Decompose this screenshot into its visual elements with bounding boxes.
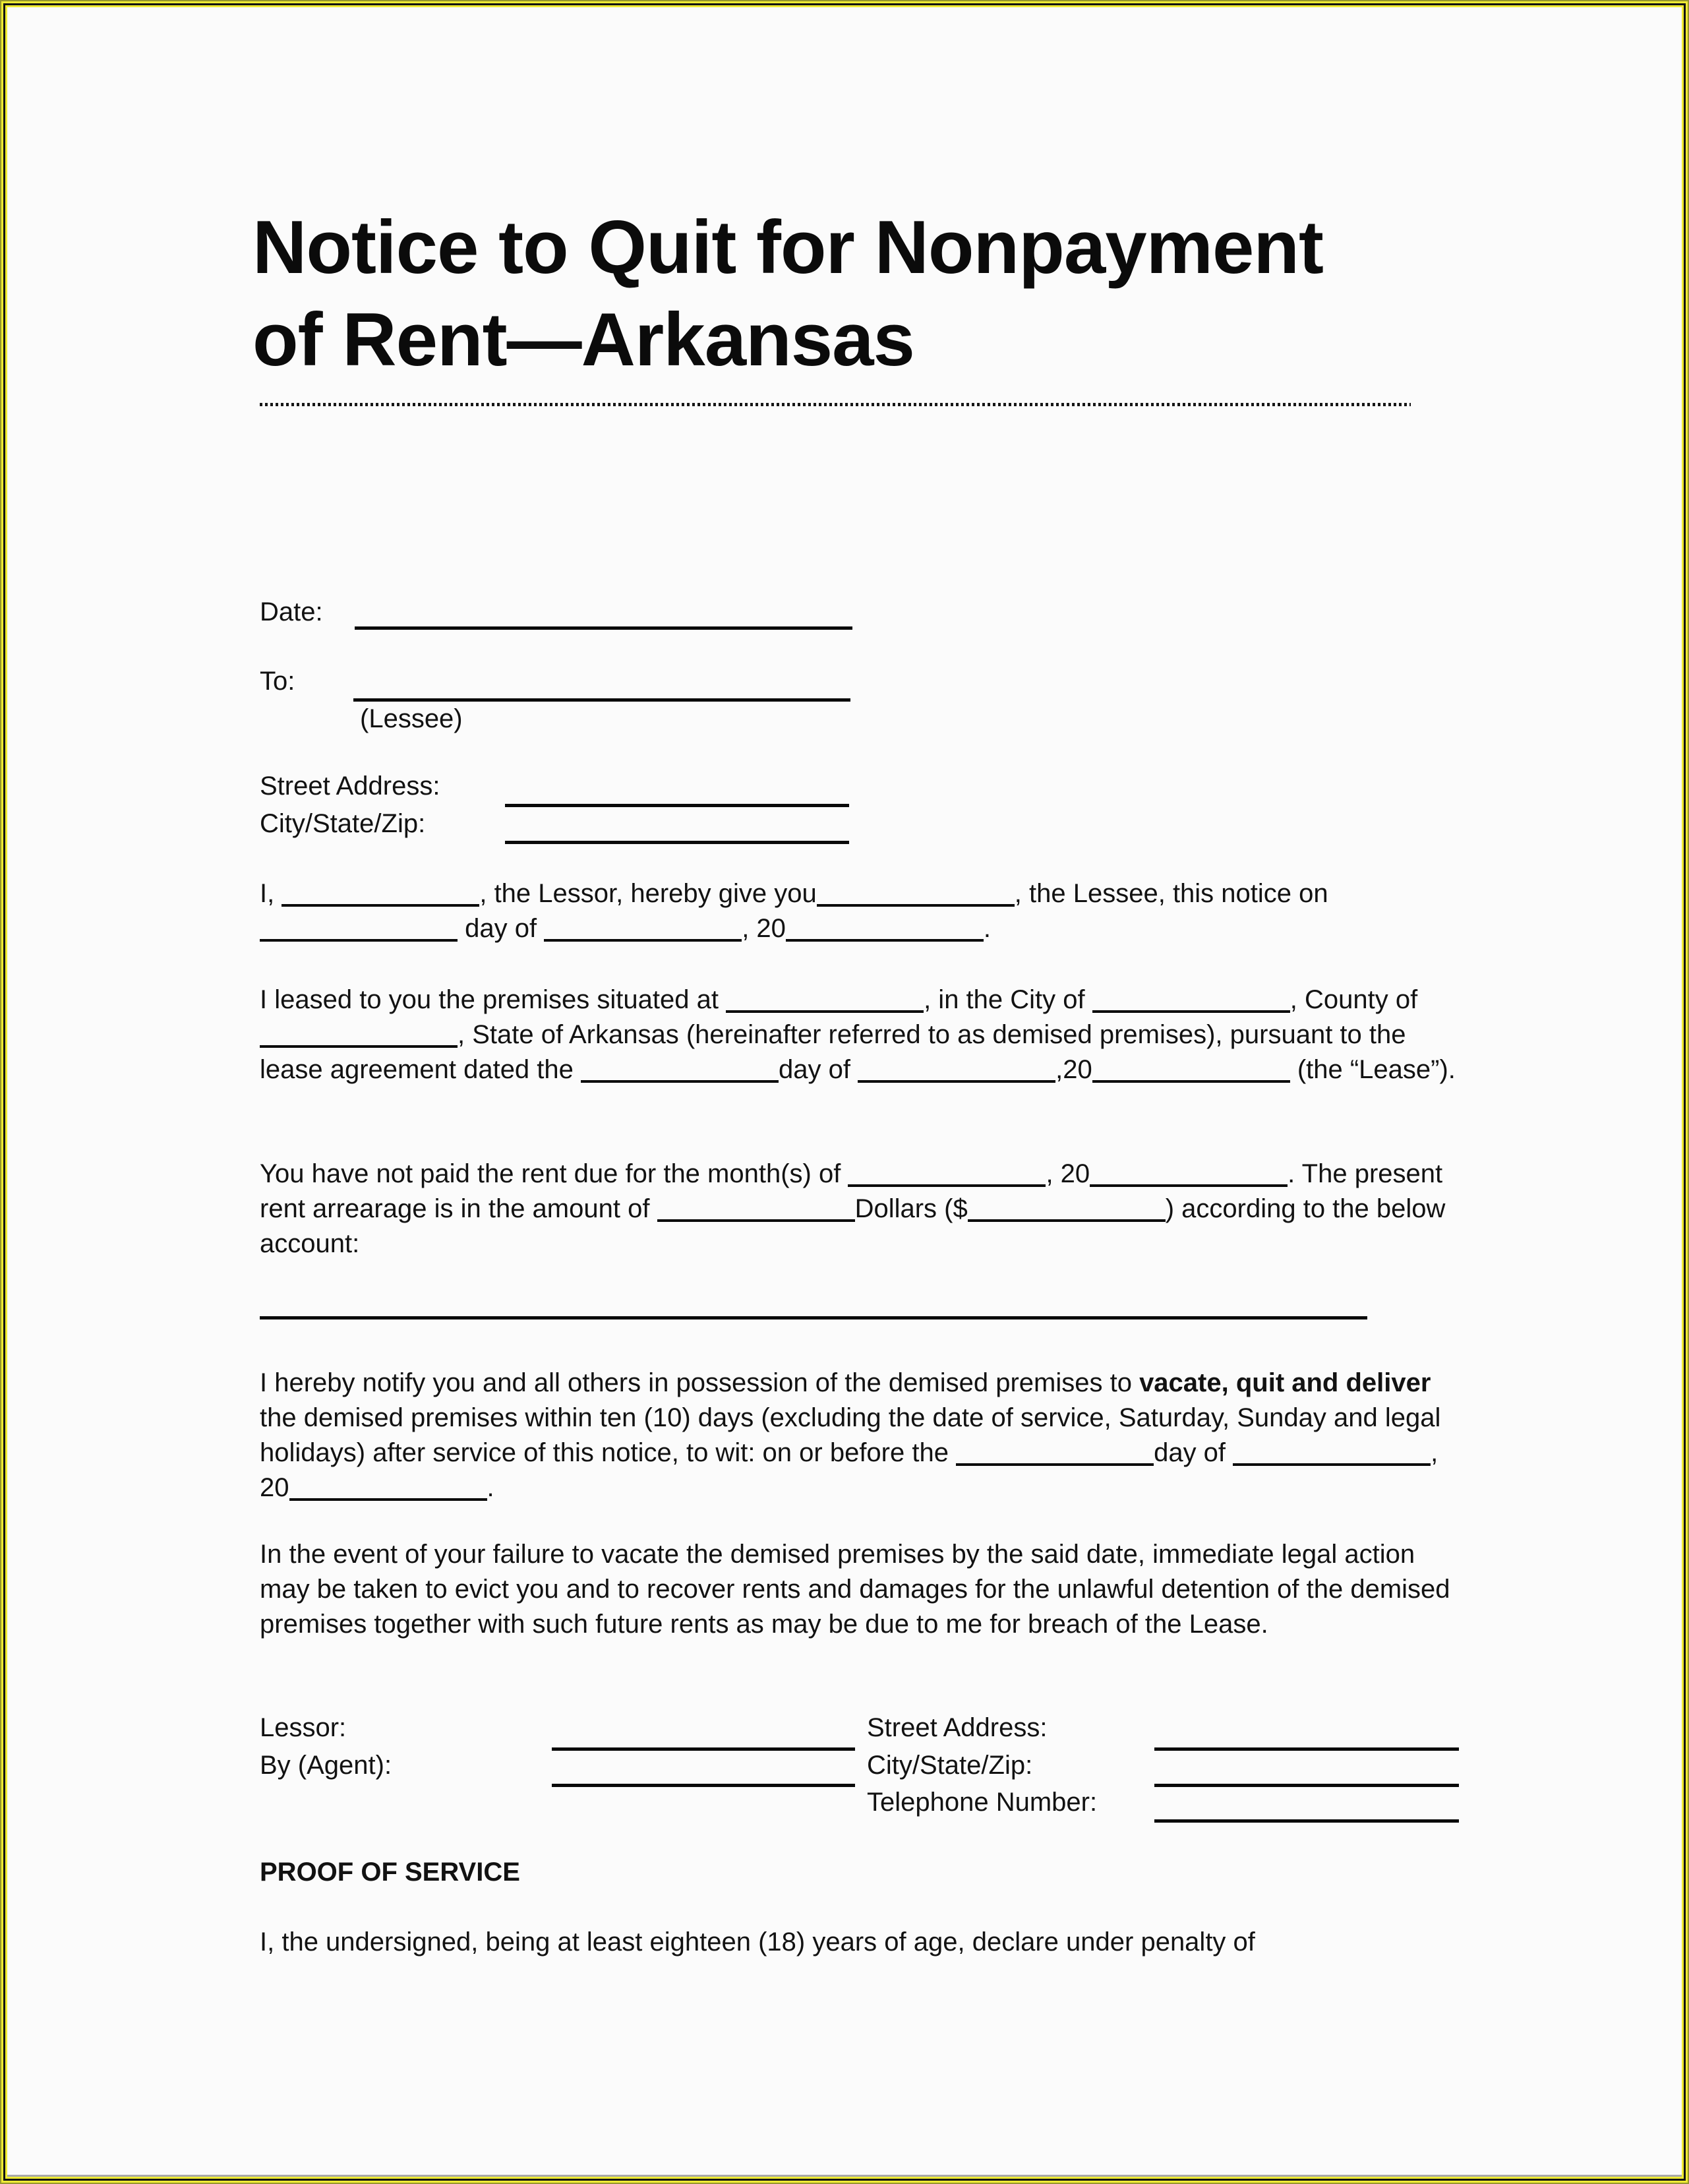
text-run: I leased to you the premises situated at bbox=[260, 985, 726, 1014]
city-state-zip-underline[interactable] bbox=[505, 841, 849, 844]
text-run: I, bbox=[260, 879, 282, 908]
text-run: day of bbox=[458, 914, 545, 943]
inline-blank[interactable] bbox=[544, 921, 742, 942]
inline-blank[interactable] bbox=[848, 1166, 1046, 1187]
text-run: . bbox=[487, 1473, 494, 1502]
text-run: In the event of your failure to vacate the demised premises by the said date, immediate legal action may be taken to evict you and to recover rents and damages for the unlawful detention of the demised premises together with such future rents as may be due to me for breach of the Lease. bbox=[260, 1540, 1450, 1639]
sig-street-address-label: Street Address: bbox=[867, 1713, 1048, 1742]
text-run: ) according to the below account: bbox=[260, 1194, 1446, 1258]
inline-blank[interactable] bbox=[282, 886, 479, 907]
text-run: , the Lessee, this notice on bbox=[1014, 879, 1328, 908]
text-run: , 20 bbox=[260, 1438, 1438, 1502]
lessor-label: Lessor: bbox=[260, 1713, 347, 1742]
inline-blank[interactable] bbox=[1092, 992, 1290, 1013]
text-run: Dollars ($ bbox=[854, 1194, 968, 1223]
text-run: , State of Arkansas (hereinafter referred to as demised premises), pursuant to the lease agreement dated the bbox=[260, 1020, 1406, 1084]
date-underline[interactable] bbox=[355, 626, 852, 630]
page-title-line2: of Rent—Arkansas bbox=[252, 298, 914, 382]
page-title-line1: Notice to Quit for Nonpayment bbox=[252, 206, 1323, 289]
text-run: , County of bbox=[1289, 985, 1418, 1014]
frame-inner-band bbox=[5, 5, 1684, 2179]
inline-blank[interactable] bbox=[1233, 1445, 1431, 1466]
title-dotted-divider bbox=[260, 403, 1411, 406]
page-title bbox=[252, 202, 1452, 386]
text-run: I hereby notify you and all others in possession of the demised premises to bbox=[260, 1368, 1140, 1397]
paragraph-vacate-notice bbox=[260, 1366, 1460, 1505]
street-address-underline[interactable] bbox=[505, 804, 849, 807]
text-run: , in the City of bbox=[924, 985, 1092, 1014]
inline-blank[interactable] bbox=[817, 886, 1015, 907]
city-state-zip-label: City/State/Zip: bbox=[260, 809, 426, 838]
account-underline[interactable] bbox=[260, 1316, 1367, 1320]
frame-black-band bbox=[3, 3, 1686, 2181]
paragraph-failure-to-vacate bbox=[260, 1537, 1460, 1642]
text-run: . The present rent arrearage is in the amount of bbox=[260, 1159, 1443, 1223]
document-body bbox=[7, 7, 1682, 2177]
text-run: the demised premises within ten (10) days (excluding the date of service, Saturday, Sunday and legal holidays) after service of this notice, to wit: on or before the bbox=[260, 1403, 1441, 1467]
by-agent-label: By (Agent): bbox=[260, 1751, 392, 1780]
inline-blank[interactable] bbox=[260, 1027, 458, 1048]
paragraph-lessor-notice bbox=[260, 876, 1460, 946]
text-run: . bbox=[983, 914, 992, 943]
telephone-underline[interactable] bbox=[1154, 1819, 1459, 1823]
inline-blank[interactable] bbox=[260, 921, 458, 942]
proof-of-service-heading: PROOF OF SERVICE bbox=[260, 1858, 520, 1887]
street-address-label: Street Address: bbox=[260, 772, 440, 801]
telephone-label: Telephone Number: bbox=[867, 1788, 1098, 1817]
by-agent-underline[interactable] bbox=[552, 1784, 855, 1787]
inline-blank[interactable] bbox=[956, 1445, 1154, 1466]
inline-blank[interactable] bbox=[1090, 1166, 1288, 1187]
text-run: day of bbox=[779, 1055, 858, 1084]
text-run: ,20 bbox=[1055, 1055, 1092, 1084]
inline-blank[interactable] bbox=[968, 1201, 1166, 1222]
paragraph-premises bbox=[260, 983, 1460, 1087]
sig-street-address-underline[interactable] bbox=[1154, 1747, 1459, 1751]
inline-blank[interactable] bbox=[1092, 1062, 1290, 1083]
lessor-underline[interactable] bbox=[552, 1747, 855, 1751]
text-run: , 20 bbox=[1046, 1159, 1090, 1188]
inline-blank[interactable] bbox=[726, 992, 924, 1013]
inline-blank[interactable] bbox=[581, 1062, 779, 1083]
inline-blank[interactable] bbox=[289, 1480, 487, 1501]
text-run: (the “Lease”). bbox=[1289, 1055, 1456, 1084]
text-run: You have not paid the rent due for the month(s) of bbox=[260, 1159, 848, 1188]
text-run: , 20 bbox=[742, 914, 786, 943]
to-label: To: bbox=[260, 667, 295, 696]
text-run: day of bbox=[1154, 1438, 1233, 1467]
inline-blank[interactable] bbox=[786, 921, 984, 942]
inline-blank[interactable] bbox=[657, 1201, 855, 1222]
sig-city-state-zip-underline[interactable] bbox=[1154, 1784, 1459, 1787]
paragraph-rent-due bbox=[260, 1157, 1460, 1261]
lessee-note: (Lessee) bbox=[360, 704, 463, 733]
closing-line: I, the undersigned, being at least eighteen (18) years of age, declare under penalty of bbox=[260, 1927, 1255, 1957]
sig-city-state-zip-label: City/State/Zip: bbox=[867, 1751, 1033, 1780]
inline-blank[interactable] bbox=[858, 1062, 1055, 1083]
date-label: Date: bbox=[260, 597, 323, 626]
bold-text-run: vacate, quit and deliver bbox=[1139, 1368, 1431, 1397]
text-run: , the Lessor, hereby give you bbox=[479, 879, 817, 908]
